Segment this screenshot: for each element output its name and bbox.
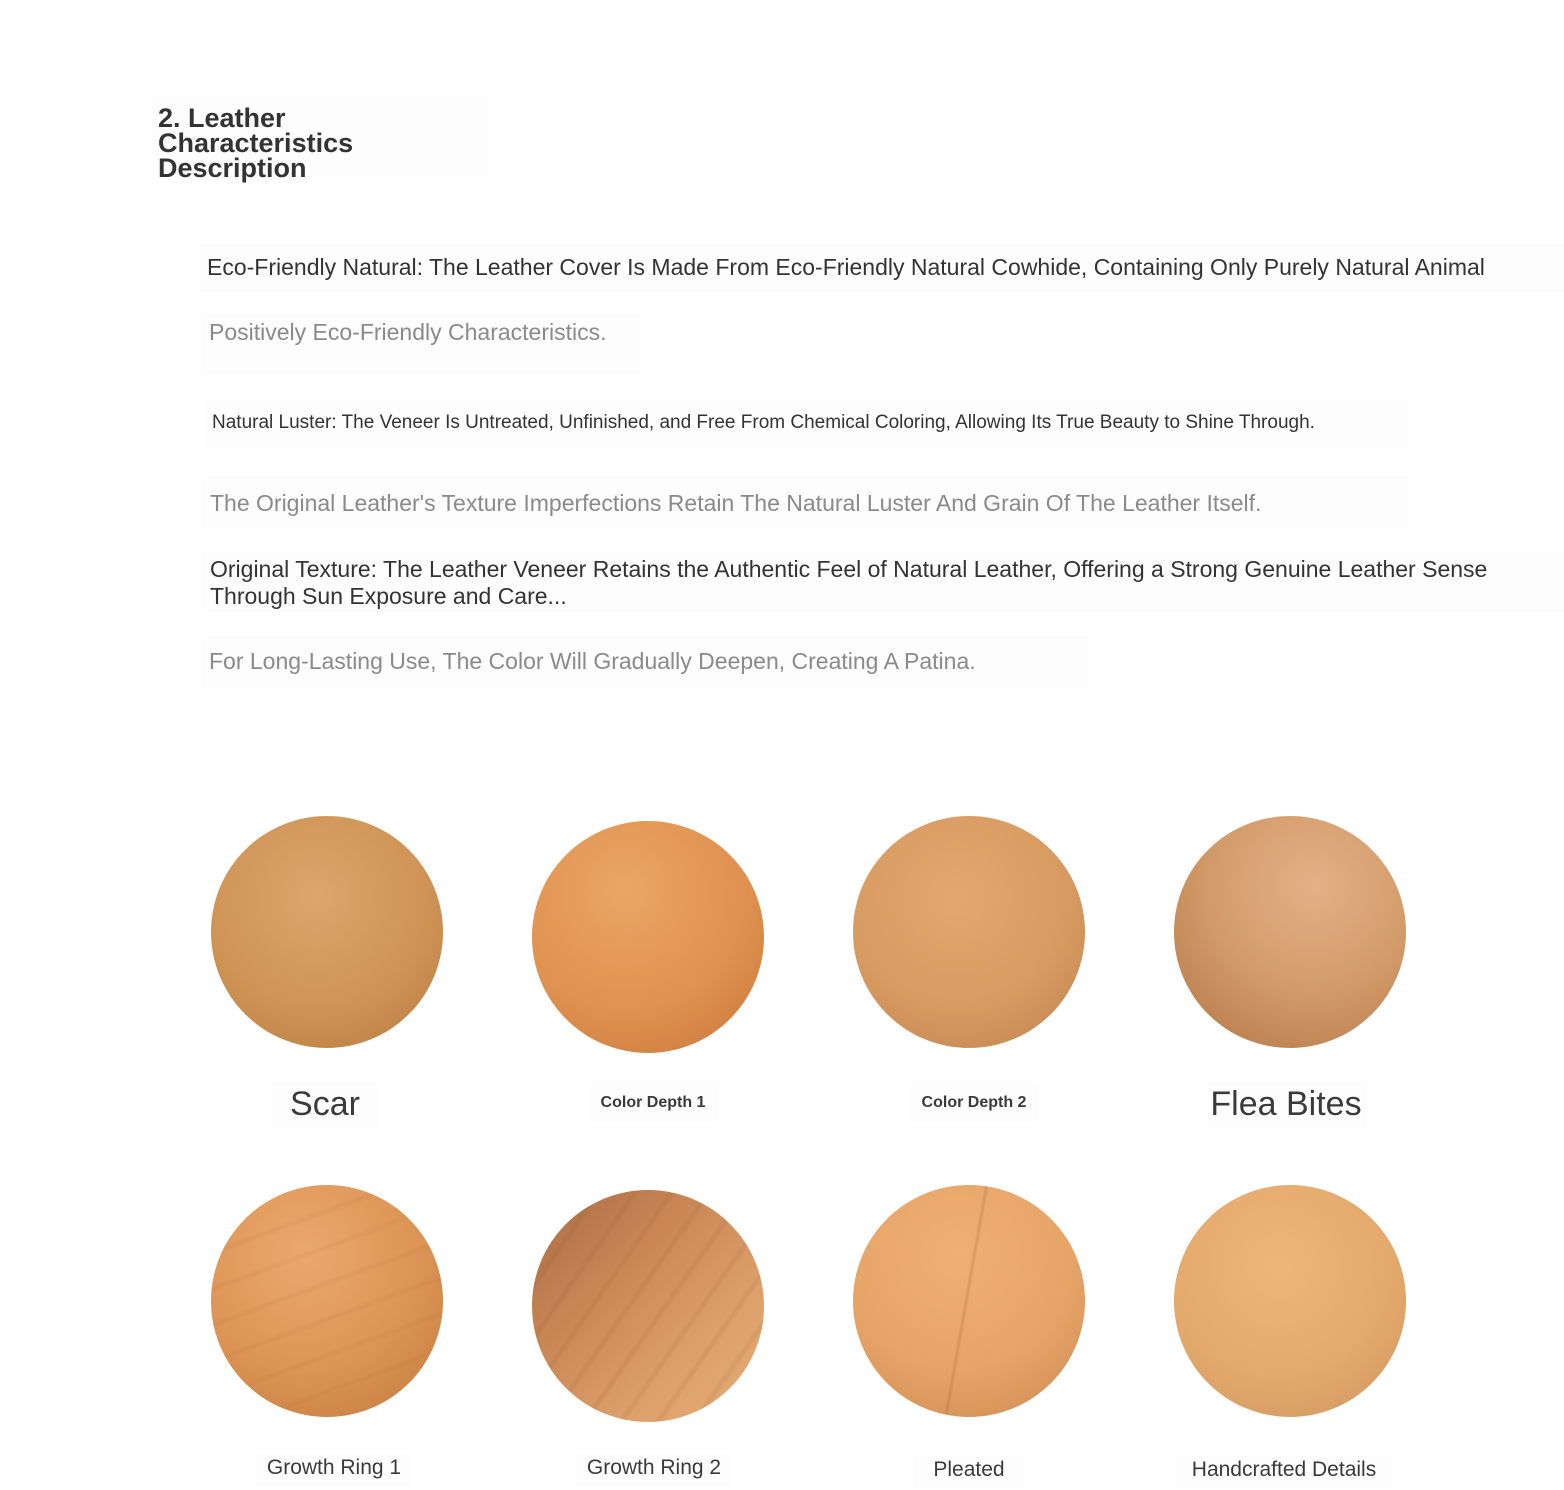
paragraph-eco-friendly: Eco-Friendly Natural: The Leather Cover Is Made From Eco-Friendly Natural Cowhide, Containing Only Purely Natural Animal	[200, 244, 1564, 292]
paragraph-eco-characteristics: Positively Eco-Friendly Characteristics.	[202, 314, 640, 374]
sample-label-pleated: Pleated	[914, 1455, 1024, 1489]
paragraph-original-texture-line2: Through Sun Exposure and Care...	[210, 583, 567, 609]
paragraph-texture-imperfections: The Original Leather's Texture Imperfections Retain The Natural Luster And Grain Of The Leather Itself.	[202, 476, 1410, 530]
sample-label-color-depth-1: Color Depth 1	[588, 1083, 718, 1123]
leather-swatch-handcrafted-details	[1174, 1185, 1406, 1417]
section-title: 2. Leather Characteristics Description	[150, 96, 490, 178]
sample-label-scar: Scar	[270, 1082, 380, 1130]
paragraph-original-texture	[202, 552, 1564, 612]
sample-label-flea-bites: Flea Bites	[1206, 1082, 1366, 1130]
leather-swatch-growth-ring-1	[211, 1185, 443, 1417]
leather-swatch-scar	[211, 816, 443, 1048]
paragraph-original-texture-line1: Original Texture: The Leather Veneer Retains the Authentic Feel of Natural Leather, Offering a Strong Genuine Leather Sense	[210, 556, 1488, 582]
leather-swatch-pleated	[853, 1185, 1085, 1417]
leather-swatch-growth-ring-2	[532, 1190, 764, 1422]
leather-swatch-color-depth-1	[532, 821, 764, 1053]
leather-swatch-flea-bites	[1174, 816, 1406, 1048]
paragraph-natural-luster: Natural Luster: The Veneer Is Untreated, Unfinished, and Free From Chemical Coloring, Allowing Its True Beauty to Shine Through.	[204, 398, 1410, 448]
sample-label-growth-ring-1: Growth Ring 1	[256, 1453, 412, 1487]
sample-label-color-depth-2: Color Depth 2	[909, 1083, 1039, 1123]
sample-label-handcrafted-details: Handcrafted Details	[1174, 1455, 1394, 1489]
leather-swatch-color-depth-2	[853, 816, 1085, 1048]
sample-label-growth-ring-2: Growth Ring 2	[576, 1453, 732, 1487]
paragraph-patina: For Long-Lasting Use, The Color Will Gradually Deepen, Creating A Patina.	[202, 636, 1090, 690]
